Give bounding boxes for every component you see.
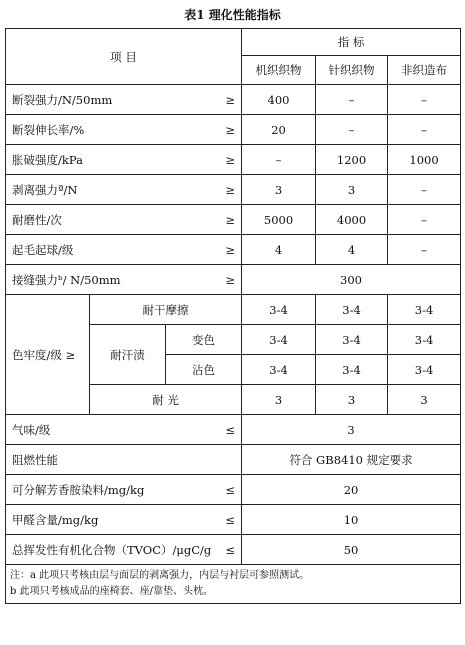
note-a: 注：a 此项只考核由层与面层的剥离强力，内层与衬层可参照测试。 (10, 570, 310, 581)
cell-value: 3-4 (242, 325, 316, 355)
header-woven: 机织织物 (242, 56, 316, 85)
table-row (6, 295, 461, 325)
staining-label: 沾色 (166, 355, 242, 385)
row-label: 耐磨性/次 (6, 205, 166, 235)
row-operator: ≤ (166, 475, 242, 505)
cell-value: 20 (242, 475, 461, 505)
cell-value: 符合 GB8410 规定要求 (242, 445, 461, 475)
table-row (6, 445, 461, 475)
row-operator: ≥ (166, 145, 242, 175)
cell-value: 3 (316, 175, 388, 205)
cell-value: 3-4 (316, 355, 388, 385)
table-row (6, 145, 461, 175)
row-label: 胀破强度/kPa (6, 145, 166, 175)
row-label: 可分解芳香胺染料/mg/kg (6, 475, 166, 505)
cell-value: 3-4 (388, 355, 461, 385)
cell-value: 20 (242, 115, 316, 145)
row-operator: ≤ (166, 505, 242, 535)
note-b: b 此项只考核成品的座椅套、座/靠垫、头枕。 (10, 586, 213, 597)
sweat-label: 耐汗渍 (90, 325, 166, 385)
cell-value: 3 (242, 415, 461, 445)
cell-value: – (388, 205, 461, 235)
table-caption: 表1 理化性能指标 (184, 8, 281, 22)
table-row (6, 85, 461, 115)
row-operator: ≥ (166, 235, 242, 265)
row-label: 总挥发性有机化合物（TVOC）/μgC/g (6, 535, 166, 565)
table-row (6, 265, 461, 295)
table-row (6, 115, 461, 145)
cell-value: 10 (242, 505, 461, 535)
row-operator: ≥ (166, 205, 242, 235)
cell-value: 3 (242, 385, 316, 415)
header-knitted: 针织织物 (316, 56, 388, 85)
cell-value: 400 (242, 85, 316, 115)
colorfastness-label: 色牢度/级 ≥ (6, 295, 90, 415)
cell-value: 50 (242, 535, 461, 565)
row-operator: ≥ (166, 175, 242, 205)
row-label: 起毛起球/级 (6, 235, 166, 265)
cell-value: – (316, 115, 388, 145)
table-row (6, 475, 461, 505)
cell-value: 4 (316, 235, 388, 265)
cell-value: 3-4 (316, 295, 388, 325)
row-label: 气味/级 (6, 415, 166, 445)
table-row (6, 505, 461, 535)
cell-value: 1000 (388, 145, 461, 175)
cell-value: 3-4 (388, 325, 461, 355)
table-notes-row (6, 565, 461, 604)
cell-value: 1200 (316, 145, 388, 175)
cell-value: 3-4 (242, 295, 316, 325)
cell-value: – (388, 175, 461, 205)
cell-value: 3 (242, 175, 316, 205)
row-label: 阻燃性能 (6, 445, 166, 475)
row-operator: ≤ (166, 415, 242, 445)
table-row (6, 205, 461, 235)
row-operator: ≥ (166, 115, 242, 145)
header-nonwoven: 非织造布 (388, 56, 461, 85)
row-operator: ≥ (166, 265, 242, 295)
row-label: 断裂强力/N/50mm (6, 85, 166, 115)
cell-value: 3-4 (316, 325, 388, 355)
color-change-label: 变色 (166, 325, 242, 355)
performance-table (5, 28, 461, 604)
cell-value: 300 (242, 265, 461, 295)
cell-value: – (388, 85, 461, 115)
row-label: 甲醛含量/mg/kg (6, 505, 166, 535)
row-label: 剥离强力ª/N (6, 175, 166, 205)
header-indicator: 指 标 (242, 29, 461, 56)
row-operator (166, 445, 242, 475)
dry-rub-label: 耐干摩擦 (90, 295, 242, 325)
table-notes (6, 565, 461, 604)
cell-value: – (316, 85, 388, 115)
cell-value: – (388, 115, 461, 145)
table-row (6, 235, 461, 265)
cell-value: 3-4 (242, 355, 316, 385)
row-label: 接缝强力ᵇ/ N/50mm (6, 265, 166, 295)
cell-value: 4000 (316, 205, 388, 235)
header-item: 项 目 (6, 29, 242, 85)
row-operator: ≥ (166, 85, 242, 115)
row-label: 断裂伸长率/% (6, 115, 166, 145)
cell-value: – (388, 235, 461, 265)
light-label: 耐 光 (90, 385, 242, 415)
cell-value: 4 (242, 235, 316, 265)
table-row (6, 175, 461, 205)
cell-value: 3 (388, 385, 461, 415)
cell-value: 3-4 (388, 295, 461, 325)
table-row (6, 415, 461, 445)
row-operator: ≤ (166, 535, 242, 565)
cell-value: 5000 (242, 205, 316, 235)
cell-value: – (242, 145, 316, 175)
cell-value: 3 (316, 385, 388, 415)
table-row (6, 535, 461, 565)
